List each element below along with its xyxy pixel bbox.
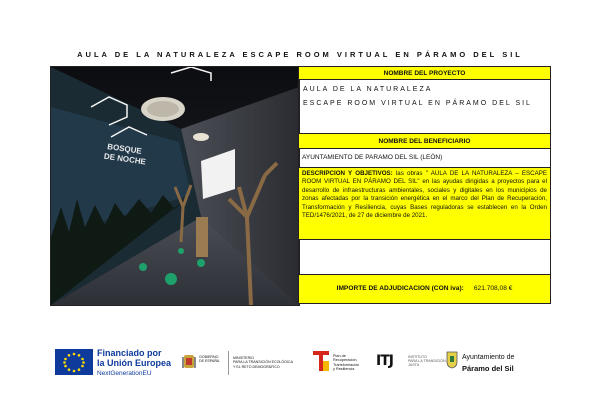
itj-line3: JUSTA [408,363,420,368]
ayto-line2: Páramo del Sil [462,364,514,373]
project-name-cell [299,80,550,134]
logo-divider [228,351,229,375]
project-name-line1: AULA DE LA NATURALEZA [303,86,433,93]
project-header: NOMBRE DEL PROYECTO [299,67,550,80]
prtr-logo-icon [313,351,331,373]
project-info-table [298,66,551,304]
ministerio-line3: Y EL RETO DEMOGRÁFICO [233,364,280,369]
eu-line3: NextGenerationEU [97,370,152,377]
beneficiary-header: NOMBRE DEL BENEFICIARIO [299,134,550,149]
eu-line1: Financiado por [97,348,162,358]
prtr-text [333,354,359,372]
importe-value: 621.708,08 € [473,285,513,292]
itj-text [408,355,446,368]
wall-sign-line2: DE NOCHE [103,151,147,167]
ministerio-text [233,356,293,369]
beneficiary-value: AYUNTAMIENTO DE PARAMO DEL SIL (LEÓN) [299,149,550,168]
paramo-del-sil-crest-icon [446,351,458,369]
prtr-line1: Plan de [333,354,346,358]
ministerio-line1: MINISTERIO [233,356,254,360]
eu-funding-text [97,349,171,378]
ministerio-line2: PARA LA TRANSICIÓN ECOLÓGICA [233,360,293,365]
prtr-line4: y Resiliencia [333,367,355,372]
room-illustration [51,67,299,305]
importe-cell [299,275,550,303]
room-photo [50,66,300,306]
gobierno-line1: GOBIERNO [199,355,219,359]
eu-flag-icon [55,349,93,375]
spain-coat-of-arms-icon [182,353,196,371]
gobierno-line2: DE ESPAÑA [199,359,220,364]
itj-line1: INSTITUTO [408,355,427,359]
itj-logo-icon: ITJ [376,353,393,369]
ayto-line1: Ayuntamiento de [462,354,515,361]
project-name-line2: ESCAPE ROOM VIRTUAL EN PÁRAMO DEL SIL [303,100,532,107]
prtr-logo [313,351,360,378]
document-title: AULA DE LA NATURALEZA ESCAPE ROOM VIRTUAL EN PÁRAMO DEL SIL [77,50,523,59]
funding-logos-footer [0,345,600,389]
description-label: DESCRIPCION Y OBJETIVOS: [302,170,393,177]
empty-cell [299,240,550,275]
prtr-line3: Transformación [333,362,360,367]
description-text: las obras " AULA DE LA NATURALEZA – ESCAPE ROOM VIRTUAL EN PÁRAMO DEL SIL" en las ayudas dirigidas a proyectos para el desarrollo de infraestructuras ambientales, sociales y digitales en los municipios de zonas afectadas por la transición energética en el marco del Plan de Recuperación, Transformación y Resiliencia, cuyas Bases reguladoras se establecen en la Orden TED/1476/2021, de 27 de diciembre de 2021. [302,170,547,220]
itj-line2: PARA LA TRANSICIÓN [408,359,446,364]
itj-logo [376,352,446,370]
importe-label: IMPORTE DE ADJUDICACION (CON iva): [336,285,464,292]
description-cell [299,168,550,240]
prtr-line2: Recuperación, [333,358,358,363]
wall-sign-line1: BOSQUE [106,142,143,156]
gobierno-text [199,355,219,364]
eu-line2: la Unión Europea [97,358,172,368]
